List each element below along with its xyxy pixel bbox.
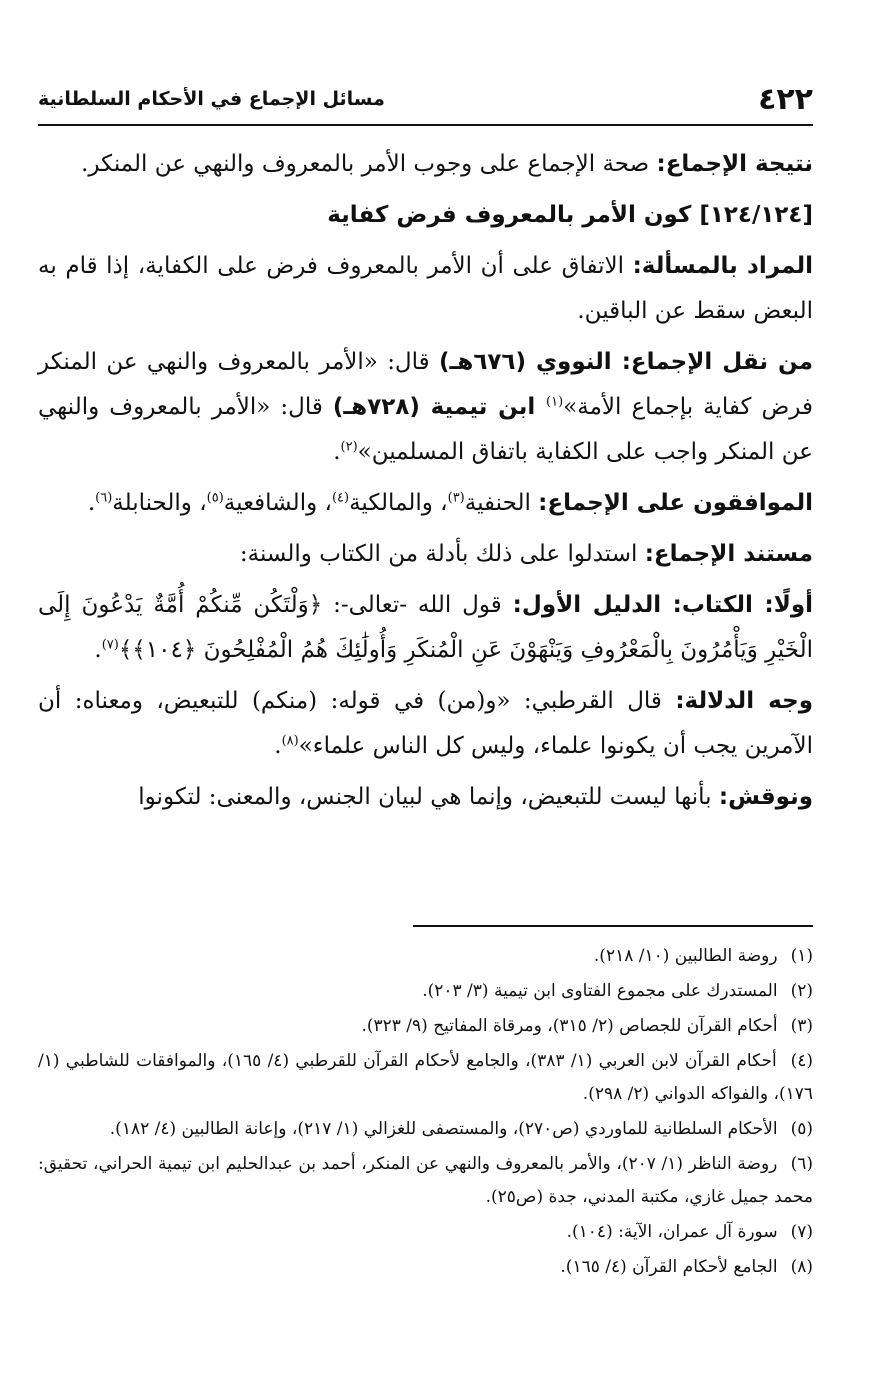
footnote-item xyxy=(38,940,813,973)
footnote-ref-8[interactable]: (٨) xyxy=(281,733,299,749)
agree-shafii: ، والشافعية xyxy=(223,490,332,516)
footnote-item xyxy=(38,1216,813,1249)
page-number: ٤٢٢ xyxy=(758,82,813,117)
footnote-ref-3[interactable]: (٣) xyxy=(447,490,465,506)
footnote-separator xyxy=(413,925,813,927)
main-text xyxy=(38,142,813,826)
footnotes xyxy=(38,940,813,1286)
footnote-number: (٧) xyxy=(790,1222,813,1242)
footnote-ref-4[interactable]: (٤) xyxy=(331,490,350,506)
basis-label: مستند الإجماع: xyxy=(644,541,813,567)
first-evidence-text: قول الله -تعالى-: xyxy=(322,592,513,618)
transmission-end: . xyxy=(333,439,341,465)
ibn-taymiyya-name: ابن تيمية (٧٢٨هـ) xyxy=(332,394,547,420)
discussed-text: بأنها ليست للتبعيض، وإنما هي لبيان الجنس، والمعنى: لتكونوا xyxy=(138,784,719,810)
footnote-text: المستدرك على مجموع الفتاوى ابن تيمية (٣/ ٢٠٣). xyxy=(422,981,778,1001)
paragraph-agreeing xyxy=(38,481,813,526)
paragraph-indication xyxy=(38,679,813,769)
paragraph-result xyxy=(38,142,813,187)
footnote-item xyxy=(38,1113,813,1146)
section-heading: [١٢٤/١٢٤] كون الأمر بالمعروف فرض كفاية xyxy=(327,202,813,228)
footnote-number: (٢) xyxy=(790,981,813,1001)
transmit-label: من نقل الإجماع: xyxy=(621,349,813,375)
running-title: مسائل الإجماع في الأحكام السلطانية xyxy=(38,88,385,110)
footnote-text: الأحكام السلطانية للماوردي (ص٢٧٠)، والمستصفى للغزالي (١/ ٢١٧)، وإعانة الطالبين (٤/ ١٨٢). xyxy=(109,1119,778,1139)
footnote-ref-2[interactable]: (٢) xyxy=(340,439,358,455)
first-evidence-end: . xyxy=(94,637,102,663)
footnote-text: روضة الطالبين (١٠/ ٢١٨). xyxy=(593,946,778,966)
agree-end: . xyxy=(87,490,96,516)
footnote-text: سورة آل عمران، الآية: (١٠٤). xyxy=(566,1222,778,1242)
result-text: صحة الإجماع على وجوب الأمر بالمعروف والنهي عن المنكر. xyxy=(81,151,657,177)
meaning-text: الاتفاق على أن الأمر بالمعروف فرض على الكفاية، إذا قام به البعض سقط عن الباقين. xyxy=(38,253,813,324)
first-evidence-label: أولًا: الكتاب: الدليل الأول: xyxy=(512,592,814,618)
footnote-text: أحكام القرآن لابن العربي (١/ ٣٨٣)، والجامع لأحكام القرآن للقرطبي (٤/ ١٦٥)، والموافقات للشاطبي (١/ ١٧٦)، والفواكه الدواني (٢/ ٢٩٨). xyxy=(38,1051,813,1104)
agree-hanbali: ، والحنابلة xyxy=(112,490,207,516)
paragraph-transmission xyxy=(38,340,813,475)
footnote-ref-5[interactable]: (٥) xyxy=(206,490,224,506)
footnote-item xyxy=(38,975,813,1008)
meaning-label: المراد بالمسألة: xyxy=(632,253,813,279)
indication-label: وجه الدلالة: xyxy=(675,688,814,714)
paragraph-first-evidence xyxy=(38,583,813,673)
quran-verse: ﴿وَلْتَكُن مِّنكُمْ أُمَّةٌ يَدْعُونَ إِلَى الْخَيْرِ وَيَأْمُرُونَ بِالْمَعْرُوفِ وَيَنْهَوْنَ عَنِ الْمُنكَرِ وَأُولَٰئِكَ هُمُ الْمُفْلِحُونَ ﴿١٠٤﴾﴾ xyxy=(38,592,813,663)
paragraph-discussed xyxy=(38,775,813,820)
footnote-item xyxy=(38,1045,813,1111)
indication-end: . xyxy=(274,733,282,759)
footnote-item xyxy=(38,1010,813,1043)
footnote-text: أحكام القرآن للجصاص (٢/ ٣١٥)، ومرقاة المفاتيح (٩/ ٣٢٣). xyxy=(361,1016,778,1036)
footnote-text: روضة الناظر (١/ ٢٠٧)، والأمر بالمعروف والنهي عن المنكر، أحمد بن عبدالحليم ابن تيمية الحراني، تحقيق: محمد جميل غازي، مكتبة المدني، جدة (ص٢٥). xyxy=(38,1154,813,1207)
footnote-text: الجامع لأحكام القرآن (٤/ ١٦٥). xyxy=(560,1257,778,1277)
footnote-number: (٨) xyxy=(790,1257,813,1277)
footnote-number: (٦) xyxy=(790,1154,814,1174)
discussed-label: ونوقش: xyxy=(718,784,813,810)
footnote-number: (٤) xyxy=(790,1051,813,1071)
footnote-item xyxy=(38,1251,813,1284)
footnote-item xyxy=(38,1148,813,1214)
basis-text: استدلوا على ذلك بأدلة من الكتاب والسنة: xyxy=(239,541,645,567)
footnote-ref-1[interactable]: (١) xyxy=(546,394,564,410)
footnote-number: (١) xyxy=(790,946,813,966)
ibn-taymiyya-text: قال: «الأمر بالمعروف والنهي عن المنكر واجب على الكفاية باتفاق المسلمين» xyxy=(38,394,813,465)
agree-maliki: ، والمالكية xyxy=(349,490,448,516)
nawawi-text: قال: «الأمر بالمعروف والنهي عن المنكر فرض كفاية بإجماع الأمة» xyxy=(38,349,813,420)
agree-hanafi: الحنفية xyxy=(464,490,539,516)
agree-label: الموافقون على الإجماع: xyxy=(538,490,813,516)
footnote-number: (٣) xyxy=(790,1016,813,1036)
page-header xyxy=(38,80,813,126)
indication-text: قال القرطبي: «و(من) في قوله: (منكم) للتبعيض، ومعناه: أن الآمرين يجب أن يكونوا علماء، وليس كل الناس علماء» xyxy=(38,688,813,759)
paragraph-meaning xyxy=(38,244,813,334)
footnote-ref-6[interactable]: (٦) xyxy=(95,490,113,506)
footnote-number: (٥) xyxy=(790,1119,813,1139)
result-label: نتيجة الإجماع: xyxy=(656,151,813,177)
paragraph-basis xyxy=(38,532,813,577)
nawawi-name: النووي (٦٧٦هـ) xyxy=(438,349,622,375)
footnote-ref-7[interactable]: (٧) xyxy=(101,637,119,653)
